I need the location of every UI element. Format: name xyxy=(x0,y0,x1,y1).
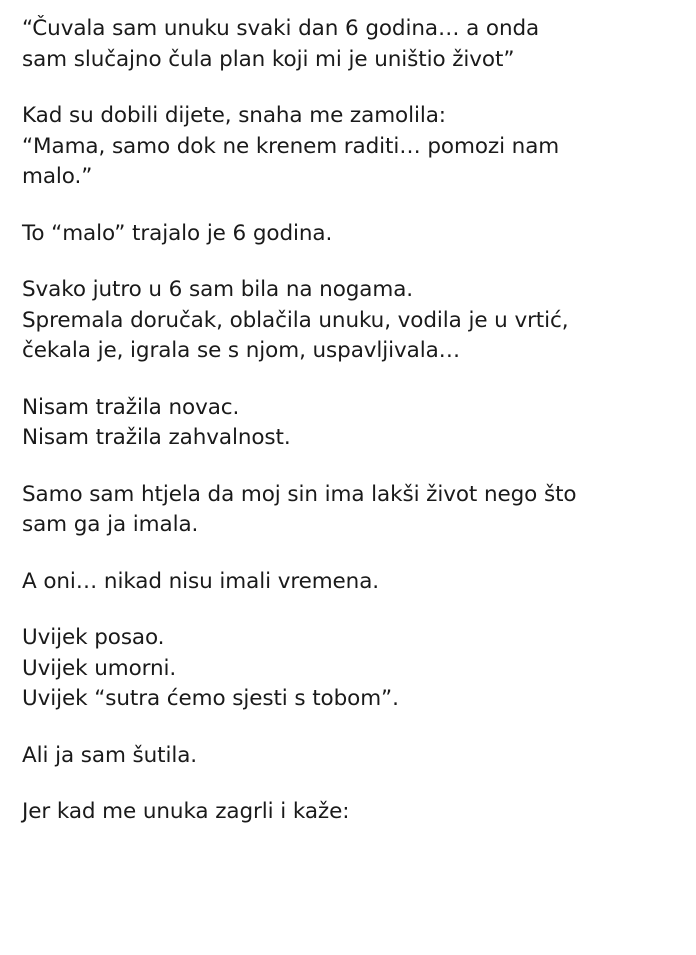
text-line: Uvijek umorni. xyxy=(22,655,177,681)
text-line: malo.” xyxy=(22,164,93,190)
paragraph xyxy=(22,480,674,541)
paragraph xyxy=(22,623,674,715)
text-line: čekala je, igrala se s njom, uspavljivala… xyxy=(22,338,461,364)
text-line: Uvijek “sutra ćemo sjesti s tobom”. xyxy=(22,686,399,712)
text-line: Nisam tražila zahvalnost. xyxy=(22,425,291,451)
text-line: sam ga ja imala. xyxy=(22,512,199,538)
text-line: Kad su dobili dijete, snaha me zamolila: xyxy=(22,103,446,129)
paragraph xyxy=(22,393,674,454)
paragraph xyxy=(22,219,674,250)
paragraph xyxy=(22,14,674,75)
text-line: “Mama, samo dok ne krenem raditi… pomozi nam xyxy=(22,133,560,159)
text-line: Nisam tražila novac. xyxy=(22,394,240,420)
paragraph xyxy=(22,741,674,772)
text-line: Ali ja sam šutila. xyxy=(22,742,198,768)
text-line: A oni… nikad nisu imali vremena. xyxy=(22,568,380,594)
text-line: Spremala doručak, oblačila unuku, vodila je u vrtić, xyxy=(22,307,569,333)
text-line: Jer kad me unuka zagrli i kaže: xyxy=(22,799,350,825)
text-line: Samo sam htjela da moj sin ima lakši život nego što xyxy=(22,481,577,507)
paragraph xyxy=(22,567,674,598)
paragraph xyxy=(22,275,674,367)
text-line: sam slučajno čula plan koji mi je uništio život” xyxy=(22,46,515,72)
paragraph xyxy=(22,101,674,193)
text-line: “Čuvala sam unuku svaki dan 6 godina… a onda xyxy=(22,16,540,41)
text-line: To “malo” trajalo je 6 godina. xyxy=(22,220,333,246)
text-line: Uvijek posao. xyxy=(22,625,165,651)
paragraph xyxy=(22,797,674,828)
text-line: Svako jutro u 6 sam bila na nogama. xyxy=(22,277,414,303)
